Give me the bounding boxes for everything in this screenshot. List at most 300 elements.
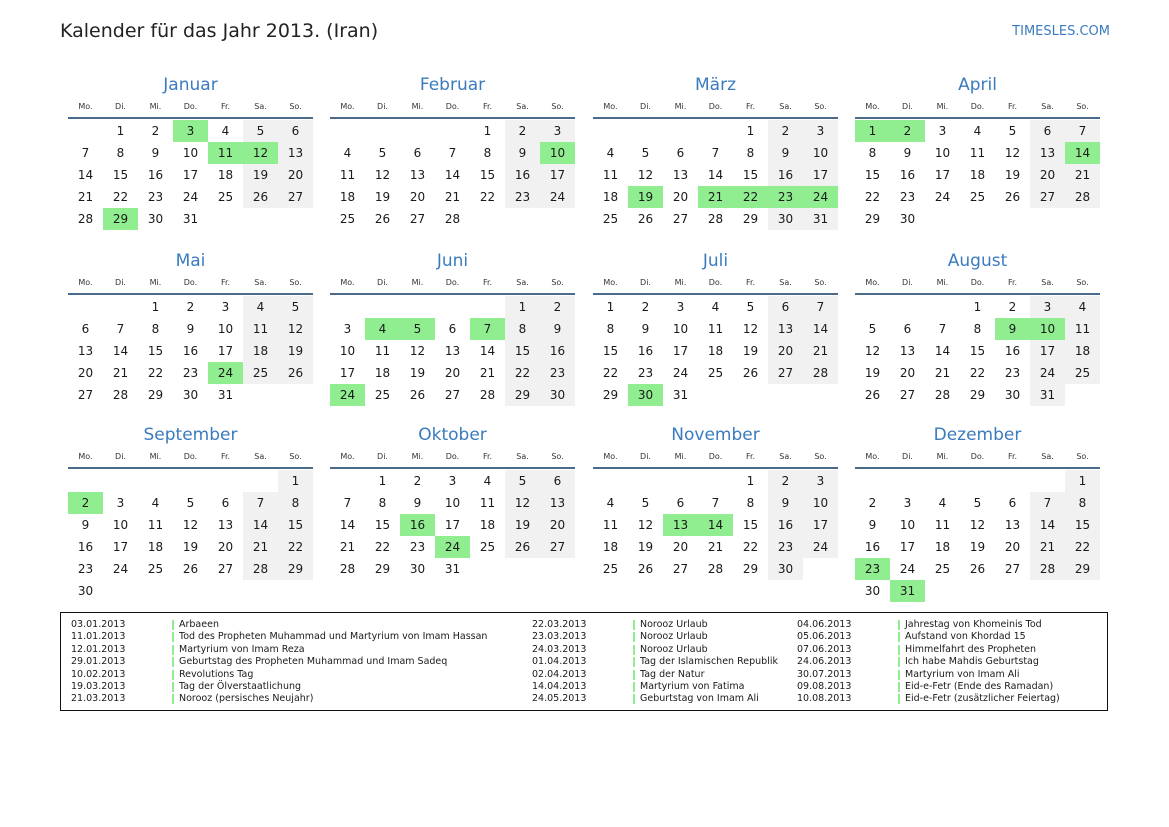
day-cell[interactable]: 18: [969, 168, 986, 182]
day-cell[interactable]: 5: [746, 300, 755, 314]
day-cell[interactable]: 1: [973, 300, 982, 314]
day-cell[interactable]: 31: [182, 212, 199, 226]
day-cell[interactable]: 29: [742, 212, 759, 226]
day-cell[interactable]: 14: [1065, 142, 1100, 164]
day-cell[interactable]: 16: [899, 168, 916, 182]
day-cell[interactable]: 15: [864, 168, 881, 182]
site-link[interactable]: TIMESLES.COM: [1012, 24, 1110, 39]
day-cell[interactable]: 6: [540, 470, 575, 492]
day-cell[interactable]: 20: [77, 366, 94, 380]
day-cell[interactable]: 6: [221, 496, 230, 510]
day-cell[interactable]: 17: [672, 344, 689, 358]
day-cell[interactable]: 18: [602, 540, 619, 554]
day-cell[interactable]: 25: [339, 212, 356, 226]
day-cell[interactable]: 1: [116, 124, 125, 138]
day-cell[interactable]: 17: [540, 164, 575, 186]
day-cell[interactable]: 30: [899, 212, 916, 226]
day-cell[interactable]: 11: [602, 168, 619, 182]
day-cell[interactable]: 13: [217, 518, 234, 532]
day-cell[interactable]: 30: [147, 212, 164, 226]
day-cell[interactable]: 10: [1030, 318, 1065, 340]
day-cell[interactable]: 3: [903, 496, 912, 510]
day-cell[interactable]: 17: [217, 344, 234, 358]
day-cell[interactable]: 28: [77, 212, 94, 226]
day-cell[interactable]: 23: [540, 362, 575, 384]
day-cell[interactable]: 27: [899, 388, 916, 402]
day-cell[interactable]: 16: [540, 340, 575, 362]
day-cell[interactable]: 20: [540, 514, 575, 536]
day-cell[interactable]: 8: [868, 146, 877, 160]
day-cell[interactable]: 18: [602, 190, 619, 204]
day-cell[interactable]: 5: [378, 146, 387, 160]
day-cell[interactable]: 22: [147, 366, 164, 380]
day-cell[interactable]: 7: [470, 318, 505, 340]
day-cell[interactable]: 27: [409, 212, 426, 226]
day-cell[interactable]: 7: [343, 496, 352, 510]
day-cell[interactable]: 26: [742, 366, 759, 380]
day-cell[interactable]: 6: [768, 296, 803, 318]
day-cell[interactable]: 4: [343, 146, 352, 160]
day-cell[interactable]: 13: [1004, 518, 1021, 532]
day-cell[interactable]: 2: [868, 496, 877, 510]
day-cell[interactable]: 21: [112, 366, 129, 380]
day-cell[interactable]: 5: [186, 496, 195, 510]
day-cell[interactable]: 13: [77, 344, 94, 358]
day-cell[interactable]: 28: [479, 388, 496, 402]
day-cell[interactable]: 30: [768, 558, 803, 580]
day-cell[interactable]: 13: [278, 142, 313, 164]
day-cell[interactable]: 21: [934, 366, 951, 380]
day-cell[interactable]: 31: [1030, 384, 1065, 406]
day-cell[interactable]: 24: [899, 562, 916, 576]
day-cell[interactable]: 3: [173, 120, 208, 142]
day-cell[interactable]: 7: [803, 296, 838, 318]
day-cell[interactable]: 31: [444, 562, 461, 576]
day-cell[interactable]: 10: [934, 146, 951, 160]
day-cell[interactable]: 23: [768, 186, 803, 208]
day-cell[interactable]: 4: [151, 496, 160, 510]
day-cell[interactable]: 10: [803, 492, 838, 514]
day-cell[interactable]: 29: [1065, 558, 1100, 580]
day-cell[interactable]: 1: [1065, 470, 1100, 492]
day-cell[interactable]: 25: [602, 212, 619, 226]
day-cell[interactable]: 22: [864, 190, 881, 204]
day-cell[interactable]: 3: [540, 120, 575, 142]
day-cell[interactable]: 20: [1004, 540, 1021, 554]
day-cell[interactable]: 26: [278, 362, 313, 384]
day-cell[interactable]: 22: [112, 190, 129, 204]
day-cell[interactable]: 7: [711, 496, 720, 510]
day-cell[interactable]: 29: [278, 558, 313, 580]
day-cell[interactable]: 26: [243, 186, 278, 208]
day-cell[interactable]: 31: [890, 580, 925, 602]
day-cell[interactable]: 2: [768, 470, 803, 492]
day-cell[interactable]: 14: [243, 514, 278, 536]
day-cell[interactable]: 12: [1004, 146, 1021, 160]
day-cell[interactable]: 11: [602, 518, 619, 532]
day-cell[interactable]: 17: [803, 164, 838, 186]
day-cell[interactable]: 12: [182, 518, 199, 532]
day-cell[interactable]: 4: [938, 496, 947, 510]
day-cell[interactable]: 6: [448, 322, 457, 336]
day-cell[interactable]: 3: [221, 300, 230, 314]
day-cell[interactable]: 23: [182, 366, 199, 380]
day-cell[interactable]: 4: [243, 296, 278, 318]
day-cell[interactable]: 16: [864, 540, 881, 554]
day-cell[interactable]: 9: [768, 142, 803, 164]
day-cell[interactable]: 28: [243, 558, 278, 580]
day-cell[interactable]: 23: [899, 190, 916, 204]
day-cell[interactable]: 11: [208, 142, 243, 164]
day-cell[interactable]: 27: [672, 562, 689, 576]
day-cell[interactable]: 16: [768, 514, 803, 536]
day-cell[interactable]: 15: [505, 340, 540, 362]
day-cell[interactable]: 19: [243, 164, 278, 186]
day-cell[interactable]: 22: [969, 366, 986, 380]
day-cell[interactable]: 24: [540, 186, 575, 208]
day-cell[interactable]: 22: [1065, 536, 1100, 558]
day-cell[interactable]: 15: [147, 344, 164, 358]
day-cell[interactable]: 29: [505, 384, 540, 406]
day-cell[interactable]: 1: [483, 124, 492, 138]
day-cell[interactable]: 7: [116, 322, 125, 336]
day-cell[interactable]: 5: [505, 470, 540, 492]
day-cell[interactable]: 31: [217, 388, 234, 402]
day-cell[interactable]: 24: [803, 536, 838, 558]
day-cell[interactable]: 26: [182, 562, 199, 576]
day-cell[interactable]: 4: [221, 124, 230, 138]
day-cell[interactable]: 15: [742, 518, 759, 532]
day-cell[interactable]: 11: [1065, 318, 1100, 340]
day-cell[interactable]: 21: [444, 190, 461, 204]
day-cell[interactable]: 24: [435, 536, 470, 558]
day-cell[interactable]: 26: [637, 212, 654, 226]
day-cell[interactable]: 8: [505, 318, 540, 340]
day-cell[interactable]: 18: [1065, 340, 1100, 362]
day-cell[interactable]: 7: [711, 146, 720, 160]
day-cell[interactable]: 2: [768, 120, 803, 142]
day-cell[interactable]: 28: [1065, 186, 1100, 208]
day-cell[interactable]: 21: [243, 536, 278, 558]
day-cell[interactable]: 23: [147, 190, 164, 204]
day-cell[interactable]: 26: [505, 536, 540, 558]
day-cell[interactable]: 28: [934, 388, 951, 402]
day-cell[interactable]: 23: [768, 536, 803, 558]
day-cell[interactable]: 19: [742, 344, 759, 358]
day-cell[interactable]: 17: [934, 168, 951, 182]
day-cell[interactable]: 25: [243, 362, 278, 384]
day-cell[interactable]: 19: [182, 540, 199, 554]
day-cell[interactable]: 26: [1004, 190, 1021, 204]
day-cell[interactable]: 4: [1065, 296, 1100, 318]
day-cell[interactable]: 1: [855, 120, 890, 142]
day-cell[interactable]: 21: [1030, 536, 1065, 558]
day-cell[interactable]: 25: [934, 562, 951, 576]
day-cell[interactable]: 2: [151, 124, 160, 138]
day-cell[interactable]: 11: [934, 518, 951, 532]
day-cell[interactable]: 9: [768, 492, 803, 514]
day-cell[interactable]: 14: [479, 344, 496, 358]
day-cell[interactable]: 9: [540, 318, 575, 340]
day-cell[interactable]: 4: [483, 474, 492, 488]
day-cell[interactable]: 21: [339, 540, 356, 554]
day-cell[interactable]: 27: [444, 388, 461, 402]
day-cell[interactable]: 9: [151, 146, 160, 160]
day-cell[interactable]: 20: [672, 190, 689, 204]
day-cell[interactable]: 29: [602, 388, 619, 402]
day-cell[interactable]: 2: [1008, 300, 1017, 314]
day-cell[interactable]: 5: [868, 322, 877, 336]
day-cell[interactable]: 16: [768, 164, 803, 186]
day-cell[interactable]: 4: [711, 300, 720, 314]
day-cell[interactable]: 9: [505, 142, 540, 164]
day-cell[interactable]: 6: [676, 146, 685, 160]
day-cell[interactable]: 8: [116, 146, 125, 160]
day-cell[interactable]: 28: [803, 362, 838, 384]
day-cell[interactable]: 31: [803, 208, 838, 230]
day-cell[interactable]: 30: [768, 208, 803, 230]
day-cell[interactable]: 14: [698, 514, 733, 536]
day-cell[interactable]: 30: [540, 384, 575, 406]
day-cell[interactable]: 22: [505, 362, 540, 384]
day-cell[interactable]: 11: [243, 318, 278, 340]
day-cell[interactable]: 15: [602, 344, 619, 358]
day-cell[interactable]: 8: [151, 322, 160, 336]
day-cell[interactable]: 6: [1030, 120, 1065, 142]
day-cell[interactable]: 28: [707, 212, 724, 226]
day-cell[interactable]: 21: [803, 340, 838, 362]
day-cell[interactable]: 30: [77, 584, 94, 598]
day-cell[interactable]: 9: [903, 146, 912, 160]
day-cell[interactable]: 24: [112, 562, 129, 576]
day-cell[interactable]: 16: [400, 514, 435, 536]
day-cell[interactable]: 16: [637, 344, 654, 358]
day-cell[interactable]: 10: [217, 322, 234, 336]
day-cell[interactable]: 2: [890, 120, 925, 142]
day-cell[interactable]: 21: [1065, 164, 1100, 186]
day-cell[interactable]: 8: [973, 322, 982, 336]
day-cell[interactable]: 8: [278, 492, 313, 514]
day-cell[interactable]: 12: [243, 142, 278, 164]
day-cell[interactable]: 18: [707, 344, 724, 358]
day-cell[interactable]: 6: [903, 322, 912, 336]
day-cell[interactable]: 7: [1065, 120, 1100, 142]
day-cell[interactable]: 15: [278, 514, 313, 536]
day-cell[interactable]: 20: [768, 340, 803, 362]
day-cell[interactable]: 11: [374, 344, 391, 358]
day-cell[interactable]: 19: [278, 340, 313, 362]
day-cell[interactable]: 24: [330, 384, 365, 406]
day-cell[interactable]: 1: [746, 124, 755, 138]
day-cell[interactable]: 4: [365, 318, 400, 340]
day-cell[interactable]: 24: [208, 362, 243, 384]
day-cell[interactable]: 14: [934, 344, 951, 358]
day-cell[interactable]: 9: [81, 518, 90, 532]
day-cell[interactable]: 10: [803, 142, 838, 164]
day-cell[interactable]: 19: [374, 190, 391, 204]
day-cell[interactable]: 30: [182, 388, 199, 402]
day-cell[interactable]: 17: [182, 168, 199, 182]
day-cell[interactable]: 18: [147, 540, 164, 554]
day-cell[interactable]: 7: [243, 492, 278, 514]
day-cell[interactable]: 7: [938, 322, 947, 336]
day-cell[interactable]: 27: [278, 186, 313, 208]
day-cell[interactable]: 22: [278, 536, 313, 558]
day-cell[interactable]: 22: [374, 540, 391, 554]
day-cell[interactable]: 29: [103, 208, 138, 230]
day-cell[interactable]: 12: [278, 318, 313, 340]
day-cell[interactable]: 30: [409, 562, 426, 576]
day-cell[interactable]: 10: [444, 496, 461, 510]
day-cell[interactable]: 25: [217, 190, 234, 204]
day-cell[interactable]: 10: [540, 142, 575, 164]
day-cell[interactable]: 5: [400, 318, 435, 340]
day-cell[interactable]: 16: [147, 168, 164, 182]
day-cell[interactable]: 2: [641, 300, 650, 314]
day-cell[interactable]: 1: [378, 474, 387, 488]
day-cell[interactable]: 2: [540, 296, 575, 318]
day-cell[interactable]: 3: [448, 474, 457, 488]
day-cell[interactable]: 8: [606, 322, 615, 336]
day-cell[interactable]: 28: [1030, 558, 1065, 580]
day-cell[interactable]: 7: [448, 146, 457, 160]
day-cell[interactable]: 4: [973, 124, 982, 138]
day-cell[interactable]: 24: [672, 366, 689, 380]
day-cell[interactable]: 25: [479, 540, 496, 554]
day-cell[interactable]: 27: [1004, 562, 1021, 576]
day-cell[interactable]: 11: [479, 496, 496, 510]
day-cell[interactable]: 26: [864, 388, 881, 402]
day-cell[interactable]: 7: [1030, 492, 1065, 514]
day-cell[interactable]: 13: [1030, 142, 1065, 164]
day-cell[interactable]: 19: [505, 514, 540, 536]
day-cell[interactable]: 27: [768, 362, 803, 384]
day-cell[interactable]: 4: [606, 496, 615, 510]
day-cell[interactable]: 14: [803, 318, 838, 340]
day-cell[interactable]: 3: [938, 124, 947, 138]
day-cell[interactable]: 6: [676, 496, 685, 510]
day-cell[interactable]: 17: [339, 366, 356, 380]
day-cell[interactable]: 3: [1030, 296, 1065, 318]
day-cell[interactable]: 18: [243, 340, 278, 362]
day-cell[interactable]: 14: [1030, 514, 1065, 536]
day-cell[interactable]: 18: [374, 366, 391, 380]
day-cell[interactable]: 11: [969, 146, 986, 160]
day-cell[interactable]: 16: [1004, 344, 1021, 358]
day-cell[interactable]: 26: [409, 388, 426, 402]
day-cell[interactable]: 16: [505, 164, 540, 186]
day-cell[interactable]: 17: [444, 518, 461, 532]
day-cell[interactable]: 22: [733, 186, 768, 208]
day-cell[interactable]: 12: [637, 168, 654, 182]
day-cell[interactable]: 6: [278, 120, 313, 142]
day-cell[interactable]: 8: [378, 496, 387, 510]
day-cell[interactable]: 3: [803, 470, 838, 492]
day-cell[interactable]: 24: [182, 190, 199, 204]
day-cell[interactable]: 9: [413, 496, 422, 510]
day-cell[interactable]: 10: [339, 344, 356, 358]
day-cell[interactable]: 9: [995, 318, 1030, 340]
day-cell[interactable]: 20: [899, 366, 916, 380]
day-cell[interactable]: 29: [374, 562, 391, 576]
day-cell[interactable]: 30: [864, 584, 881, 598]
day-cell[interactable]: 19: [628, 186, 663, 208]
day-cell[interactable]: 5: [641, 146, 650, 160]
day-cell[interactable]: 3: [803, 120, 838, 142]
day-cell[interactable]: 30: [628, 384, 663, 406]
day-cell[interactable]: 2: [505, 120, 540, 142]
day-cell[interactable]: 15: [112, 168, 129, 182]
day-cell[interactable]: 22: [479, 190, 496, 204]
day-cell[interactable]: 15: [969, 344, 986, 358]
day-cell[interactable]: 29: [969, 388, 986, 402]
day-cell[interactable]: 5: [1008, 124, 1017, 138]
day-cell[interactable]: 11: [707, 322, 724, 336]
day-cell[interactable]: 24: [803, 186, 838, 208]
day-cell[interactable]: 17: [112, 540, 129, 554]
day-cell[interactable]: 21: [698, 186, 733, 208]
day-cell[interactable]: 8: [483, 146, 492, 160]
day-cell[interactable]: 15: [1065, 514, 1100, 536]
day-cell[interactable]: 23: [855, 558, 890, 580]
day-cell[interactable]: 13: [663, 514, 698, 536]
day-cell[interactable]: 27: [1030, 186, 1065, 208]
day-cell[interactable]: 1: [151, 300, 160, 314]
day-cell[interactable]: 5: [641, 496, 650, 510]
day-cell[interactable]: 21: [479, 366, 496, 380]
day-cell[interactable]: 16: [77, 540, 94, 554]
day-cell[interactable]: 13: [672, 168, 689, 182]
day-cell[interactable]: 23: [637, 366, 654, 380]
day-cell[interactable]: 3: [676, 300, 685, 314]
day-cell[interactable]: 8: [1065, 492, 1100, 514]
day-cell[interactable]: 20: [409, 190, 426, 204]
day-cell[interactable]: 23: [409, 540, 426, 554]
day-cell[interactable]: 26: [637, 562, 654, 576]
day-cell[interactable]: 15: [374, 518, 391, 532]
day-cell[interactable]: 24: [934, 190, 951, 204]
day-cell[interactable]: 13: [540, 492, 575, 514]
day-cell[interactable]: 3: [116, 496, 125, 510]
day-cell[interactable]: 10: [112, 518, 129, 532]
day-cell[interactable]: 19: [864, 366, 881, 380]
day-cell[interactable]: 9: [186, 322, 195, 336]
day-cell[interactable]: 10: [899, 518, 916, 532]
day-cell[interactable]: 6: [81, 322, 90, 336]
day-cell[interactable]: 13: [899, 344, 916, 358]
day-cell[interactable]: 12: [374, 168, 391, 182]
day-cell[interactable]: 27: [217, 562, 234, 576]
day-cell[interactable]: 14: [707, 168, 724, 182]
day-cell[interactable]: 14: [77, 168, 94, 182]
day-cell[interactable]: 25: [374, 388, 391, 402]
day-cell[interactable]: 12: [505, 492, 540, 514]
day-cell[interactable]: 25: [602, 562, 619, 576]
day-cell[interactable]: 8: [746, 496, 755, 510]
day-cell[interactable]: 9: [641, 322, 650, 336]
day-cell[interactable]: 9: [868, 518, 877, 532]
day-cell[interactable]: 12: [864, 344, 881, 358]
day-cell[interactable]: 1: [606, 300, 615, 314]
day-cell[interactable]: 24: [1030, 362, 1065, 384]
day-cell[interactable]: 21: [77, 190, 94, 204]
day-cell[interactable]: 2: [413, 474, 422, 488]
day-cell[interactable]: 13: [409, 168, 426, 182]
day-cell[interactable]: 27: [540, 536, 575, 558]
day-cell[interactable]: 19: [1004, 168, 1021, 182]
day-cell[interactable]: 20: [217, 540, 234, 554]
day-cell[interactable]: 14: [339, 518, 356, 532]
